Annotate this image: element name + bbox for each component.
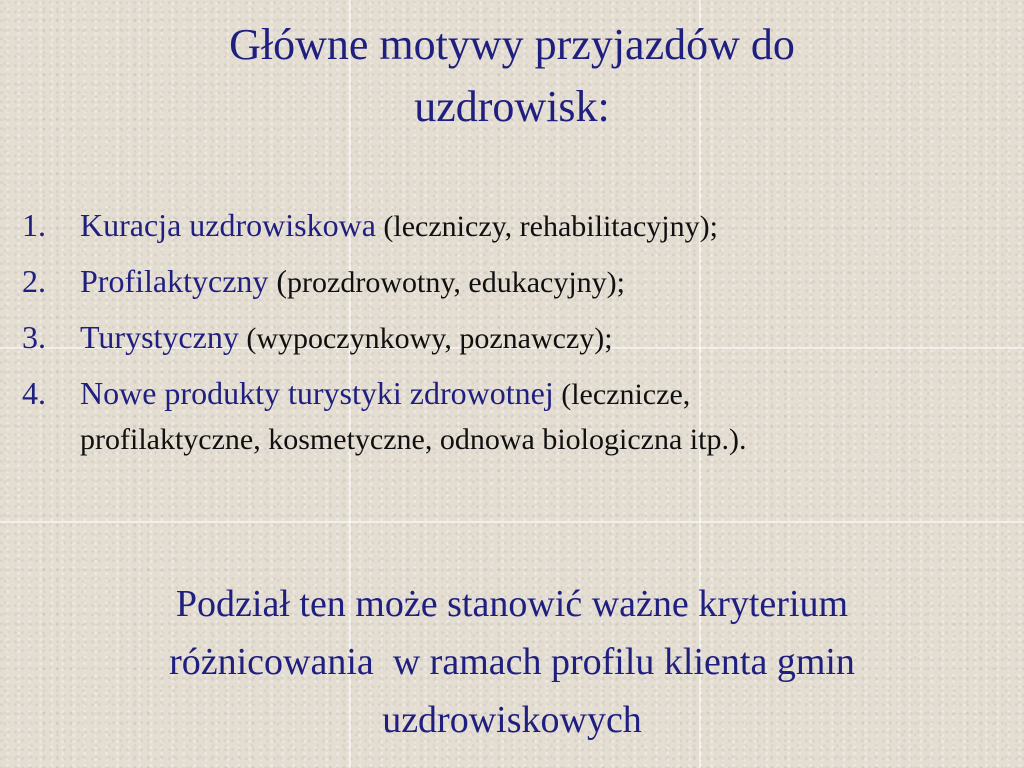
motive-name: Profilaktyczny (80, 263, 269, 299)
motive-number: 4. (22, 375, 46, 411)
motive-detail: (wypoczynkowy, poznawczy); (238, 322, 613, 355)
conclusion-line-3: uzdrowiskowych (382, 699, 642, 741)
slide-title (0, 14, 1024, 138)
conclusion-line-2: różnicowania w ramach profilu klienta gmin (169, 641, 855, 683)
slide-title-line-2: uzdrowisk: (414, 82, 610, 131)
motive-detail-continued: profilaktyczne, kosmetyczne, odnowa biologiczna itp.). (80, 423, 747, 456)
motive-number: 1. (22, 207, 46, 243)
motive-number: 2. (22, 263, 46, 299)
motive-item-2 (22, 254, 1022, 310)
motive-name: Kuracja uzdrowiskowa (80, 207, 376, 243)
motive-name: Turystyczny (80, 319, 239, 355)
motives-list (22, 198, 1022, 464)
motive-detail: (leczniczy, rehabilitacyjny); (375, 210, 718, 243)
motive-detail: prozdrowotny, edukacyjny); (287, 266, 626, 299)
motive-number: 3. (22, 319, 46, 355)
motive-item-4 (22, 366, 1022, 464)
slide-title-line-1: Główne motywy przyjazdów do (229, 20, 795, 69)
conclusion-text (0, 575, 1024, 749)
motive-name: Nowe produkty turystyki zdrowotnej (80, 375, 554, 411)
motive-detail: (lecznicze, (553, 378, 691, 411)
motive-paren: ( (268, 263, 288, 299)
conclusion-line-1: Podział ten może stanowić ważne kryterium (175, 583, 849, 625)
motive-item-3 (22, 310, 1022, 366)
motive-item-1 (22, 198, 1022, 254)
